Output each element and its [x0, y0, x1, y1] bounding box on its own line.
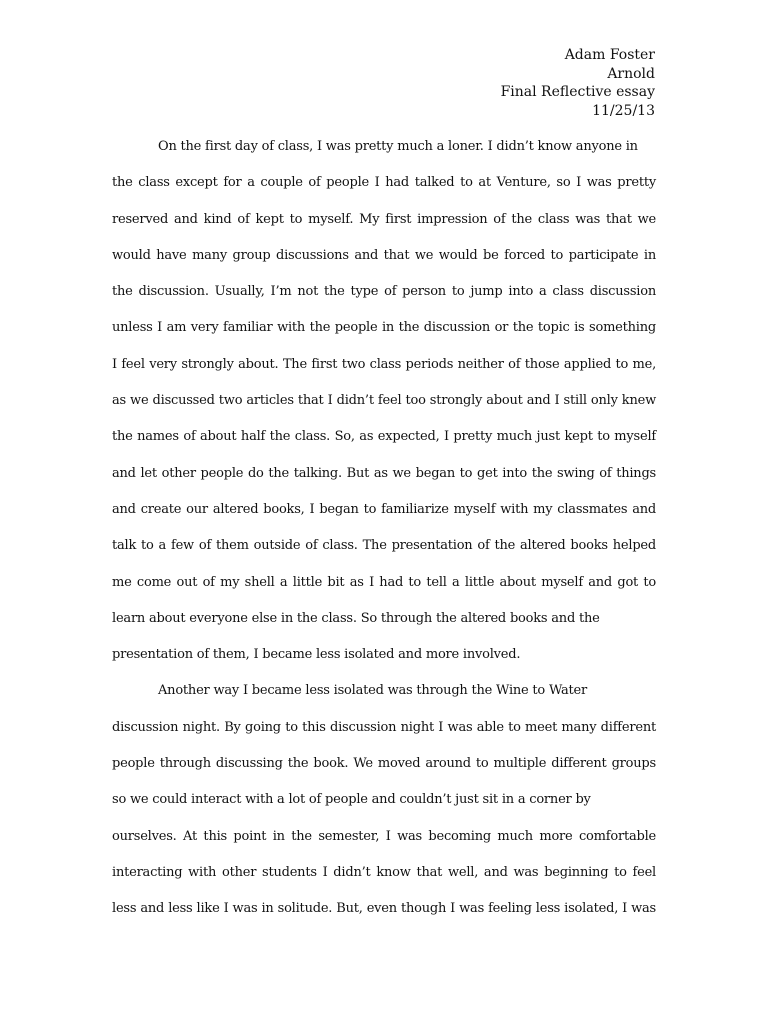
paragraph-1-line: learn about everyone else in the class. So through the altered books and the	[112, 610, 600, 626]
author-name: Adam Foster	[564, 47, 655, 63]
paragraph-2-line: ourselves. At this point in the semester, I was becoming much more comfortable	[112, 828, 656, 844]
paragraph-2-line: discussion night. By going to this discussion night I was able to meet many different	[112, 719, 656, 735]
paragraph-2-line: less and less like I was in solitude. But, even though I was feeling less isolated, I was	[112, 901, 656, 917]
paragraph-1-line: reserved and kind of kept to myself. My first impression of the class was that we	[112, 211, 656, 227]
paragraph-1-line: talk to a few of them outside of class. The presentation of the altered books helped	[112, 538, 656, 554]
paragraph-1-line: and let other people do the talking. But as we began to get into the swing of things	[112, 465, 656, 481]
paragraph-1-line: On the first day of class, I was pretty much a loner. I didn’t know anyone in	[158, 139, 638, 154]
essay-header	[501, 46, 655, 120]
paragraph-2-line: Another way I became less isolated was through the Wine to Water	[158, 683, 587, 699]
paragraph-2-line: so we could interact with a lot of people and couldn’t just sit in a corner by	[112, 792, 591, 808]
paragraph-1-line: the discussion. Usually, I’m not the type of person to jump into a class discussion	[112, 284, 656, 300]
essay-title: Final Reflective essay	[500, 84, 655, 100]
essay-date: 11/25/13	[592, 102, 655, 119]
paragraph-1-line: presentation of them, I became less isolated and more involved.	[112, 647, 521, 663]
instructor-name: Arnold	[607, 65, 655, 82]
paragraph-2-line: interacting with other students I didn’t know that well, and was beginning to feel	[112, 864, 656, 880]
paragraph-1-line: the class except for a couple of people I had talked to at Venture, so I was pretty	[112, 175, 656, 191]
paragraph-2-line: people through discussing the book. We moved around to multiple different groups	[112, 756, 656, 772]
paragraph-1-line: unless I am very familiar with the people in the discussion or the topic is something	[112, 320, 656, 336]
paragraph-1-line: the names of about half the class. So, as expected, I pretty much just kept to myself	[112, 429, 656, 445]
paragraph-1-line: would have many group discussions and that we would be forced to participate in	[112, 247, 656, 263]
essay-body	[112, 137, 656, 936]
paragraph-1-line: and create our altered books, I began to familiarize myself with my classmates and	[112, 501, 656, 517]
paragraph-1-line: as we discussed two articles that I didn’t feel too strongly about and I still only knew	[112, 393, 656, 409]
paragraph-1-line: I feel very strongly about. The first two class periods neither of those applied to me,	[112, 356, 656, 372]
paragraph-1-line: me come out of my shell a little bit as I had to tell a little about myself and got to	[112, 574, 656, 590]
